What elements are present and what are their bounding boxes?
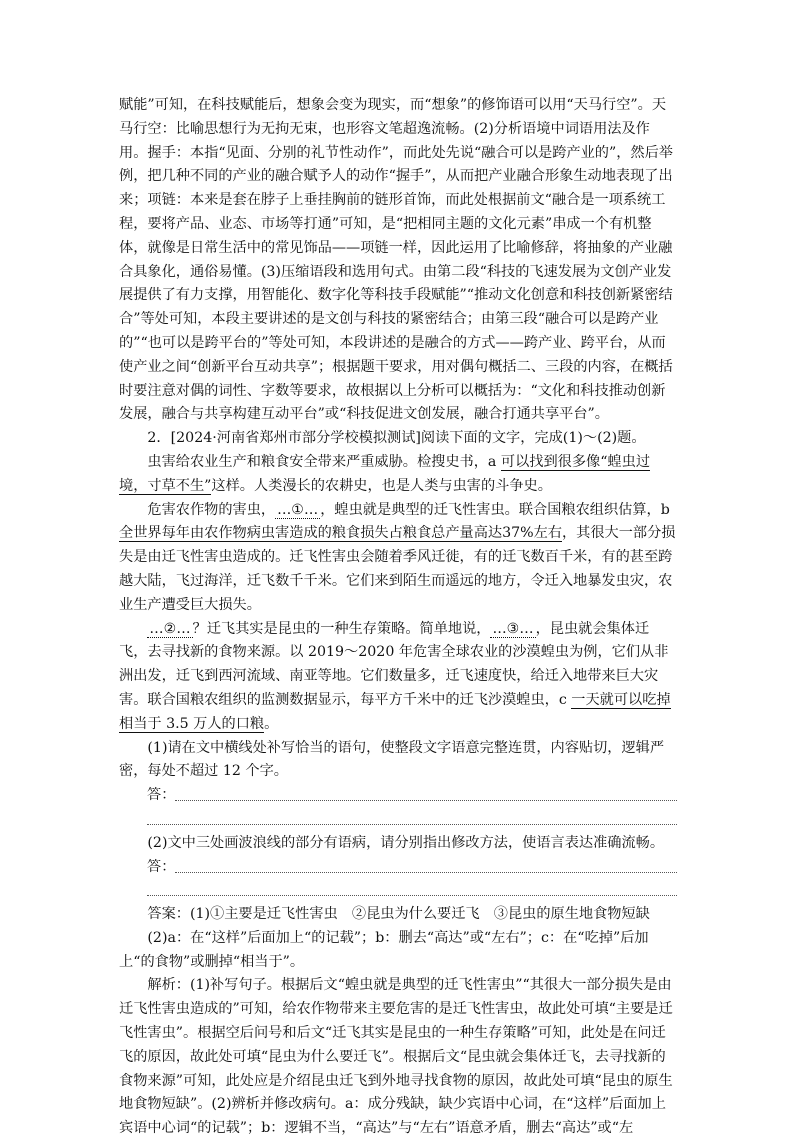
passage-paragraph-1	[119, 451, 677, 499]
text-run: 这样。人类漫长的农耕史，也是人类与虫害的斗争史。	[211, 477, 552, 494]
question-2-title: 2．[2024·河南省郑州市部分学校模拟测试]阅读下面的文字，完成(1)～(2)题。	[147, 430, 646, 447]
wavy-underline-a: 可以找到很多像“蝗虫过境，寸草不生”	[119, 453, 651, 494]
text-run: ，其很大一部分损失是由迁飞性害虫造成的。迁飞性害虫会随着季风迁徙，有的迁飞数百千米，有的甚至跨越大陆，飞过海洋，迁飞数千千米。它们来到陌生而遥远的地方，令迁入地暴发虫灾，农业生产遭受巨大损失。	[119, 525, 676, 613]
answer-line[interactable]	[119, 856, 677, 880]
wavy-underline-c: 一天就可以吃掉相当于 3.5 万人的口粮	[119, 691, 671, 732]
dotted-line	[175, 872, 677, 873]
blank-3-label: ③	[506, 620, 520, 637]
sub-question-1: (1)请在文中横线处补写恰当的语句，使整段文字语意完整连贯，内容贴切，逻辑严密，每处不超过 12 个字。	[119, 739, 665, 780]
sub-question-2: (2)文中三处画波浪线的部分有语病，请分别指出修改方法，使语言表达准确流畅。	[147, 834, 665, 851]
text-run: 虫害给农业生产和粮食安全带来严重威胁。检搜史书，a	[147, 453, 501, 470]
dotted-line	[147, 824, 677, 825]
text-run: 危害农作物的害虫，	[147, 501, 276, 518]
blank-2: …②…	[149, 620, 191, 637]
wavy-underline-b: 全世界每年由农作物病虫害造成的粮食损失占粮食总产量高达37%左右	[119, 525, 562, 542]
dotted-line	[147, 895, 677, 896]
answer-line[interactable]	[119, 879, 677, 903]
blank-2-label: ②	[163, 620, 177, 637]
answer-part-1: 答案：(1)①主要是迁飞性害虫 ②昆虫为什么要迁飞 ③昆虫的原生地食物短缺	[147, 906, 650, 923]
blank-1: …①…	[277, 501, 319, 518]
document-body	[119, 94, 677, 1141]
passage-paragraph-2	[119, 499, 677, 618]
analysis-paragraph: 解析：(1)补写句子。根据后文“蝗虫就是典型的迁飞性害虫”“其很大一部分损失是由迁飞性害虫造成的”可知，给农作物带来主要危害的是迁飞性害虫，故此处可填“主要是迁飞性害虫”。根据空后问号和后文“迁飞其实是昆虫的一种生存策略”可知，此处是在问迁飞的原因，故此处可填“昆虫为什么要迁飞”。根据后文“昆虫就会集体迁飞，去寻找新的食物来源”可知，此处应是介绍昆虫迁飞到外地寻找食物的原因，故此处可填“昆虫的原生地食物短缺”。(2)辨析并修改病句。a：成分残缺，缺少宾语中心词，在“这样”后面加上宾语中心词“的记载”；b：逻辑不当，“高达”与“左右”语意矛盾，删去“高达”或“左	[119, 977, 673, 1137]
dotted-line	[175, 800, 677, 801]
blank-1-label: ①	[291, 501, 305, 518]
answer-line[interactable]	[119, 784, 677, 808]
text-run: ，昆虫就会集体迁飞，去寻找新的食物来源。以 2019～2020 年危害全球农业的沙漠蝗虫为例，它们从非洲出发，迁飞到西河流域、南亚等地。它们数量多，迁飞速度快，给迁入地带来巨大灾害。联合国粮农组织的监测数据显示，每平方千米中的迁飞沙漠蝗虫，c	[119, 620, 669, 708]
text-run: ，蝗虫就是典型的迁飞性害虫。联合国粮农组织估算，b	[320, 501, 670, 518]
answer-label: 答：	[147, 858, 176, 875]
blank-3: …③…	[492, 620, 534, 637]
text-run: ？迁飞其实是昆虫的一种生存策略。简单地说，	[192, 620, 491, 637]
answer-line[interactable]	[119, 808, 677, 832]
answer-label: 答：	[147, 787, 176, 804]
analysis-continued-paragraph: 赋能”可知，在科技赋能后，想象会变为现实，而“想象”的修饰语可以用“天马行空”。天马行空：比喻思想行为无拘无束，也形容文笔超逸流畅。(2)分析语境中词语用法及作用。握手：本指“见面、分别的礼节性动作”，而此处先说“融合可以是跨产业的”，然后举例，把几种不同的产业的融合赋予人的动作“握手”，从而把产业融合形象生动地表现了出来；项链：本来是套在脖子上垂挂胸前的链形首饰，而此处根据前文“融合是一项系统工程，要将产品、业态、市场等打通”可知，是“把相同主题的文化元素”串成一个有机整体，就像是日常生活中的常见饰品——项链一样，因此运用了比喻修辞，将抽象的产业融合具象化，通俗易懂。(3)压缩语段和选用句式。由第二段“科技的飞速发展为文创产业发展提供了有力支撑，用智能化、数字化等科技手段赋能”“推动文化创意和科技创新紧密结合”等处可知，本段主要讲述的是文创与科技的紧密结合；由第三段“融合可以是跨产业的”“也可以是跨平台的”等处可知，本段讲述的是融合的方式——跨产业、跨平台，从而使产业之间“创新平台互动共享”；根据题干要求，用对偶句概括二、三段的内容，在概括时要注意对偶的词性、字数等要求，故根据以上分析可以概括为：“文化和科技推动创新发展，融合与共享构建互动平台”或“科技促进文创发展，融合打通共享平台”。	[119, 97, 673, 423]
passage-paragraph-3	[119, 618, 677, 737]
answer-part-2: (2)a：在“这样”后面加上“的记载”；b：删去“高达”或“左右”；c：在“吃掉”后加上“的食物”或删掉“相当于”。	[119, 929, 649, 970]
text-run: 。	[264, 715, 279, 732]
